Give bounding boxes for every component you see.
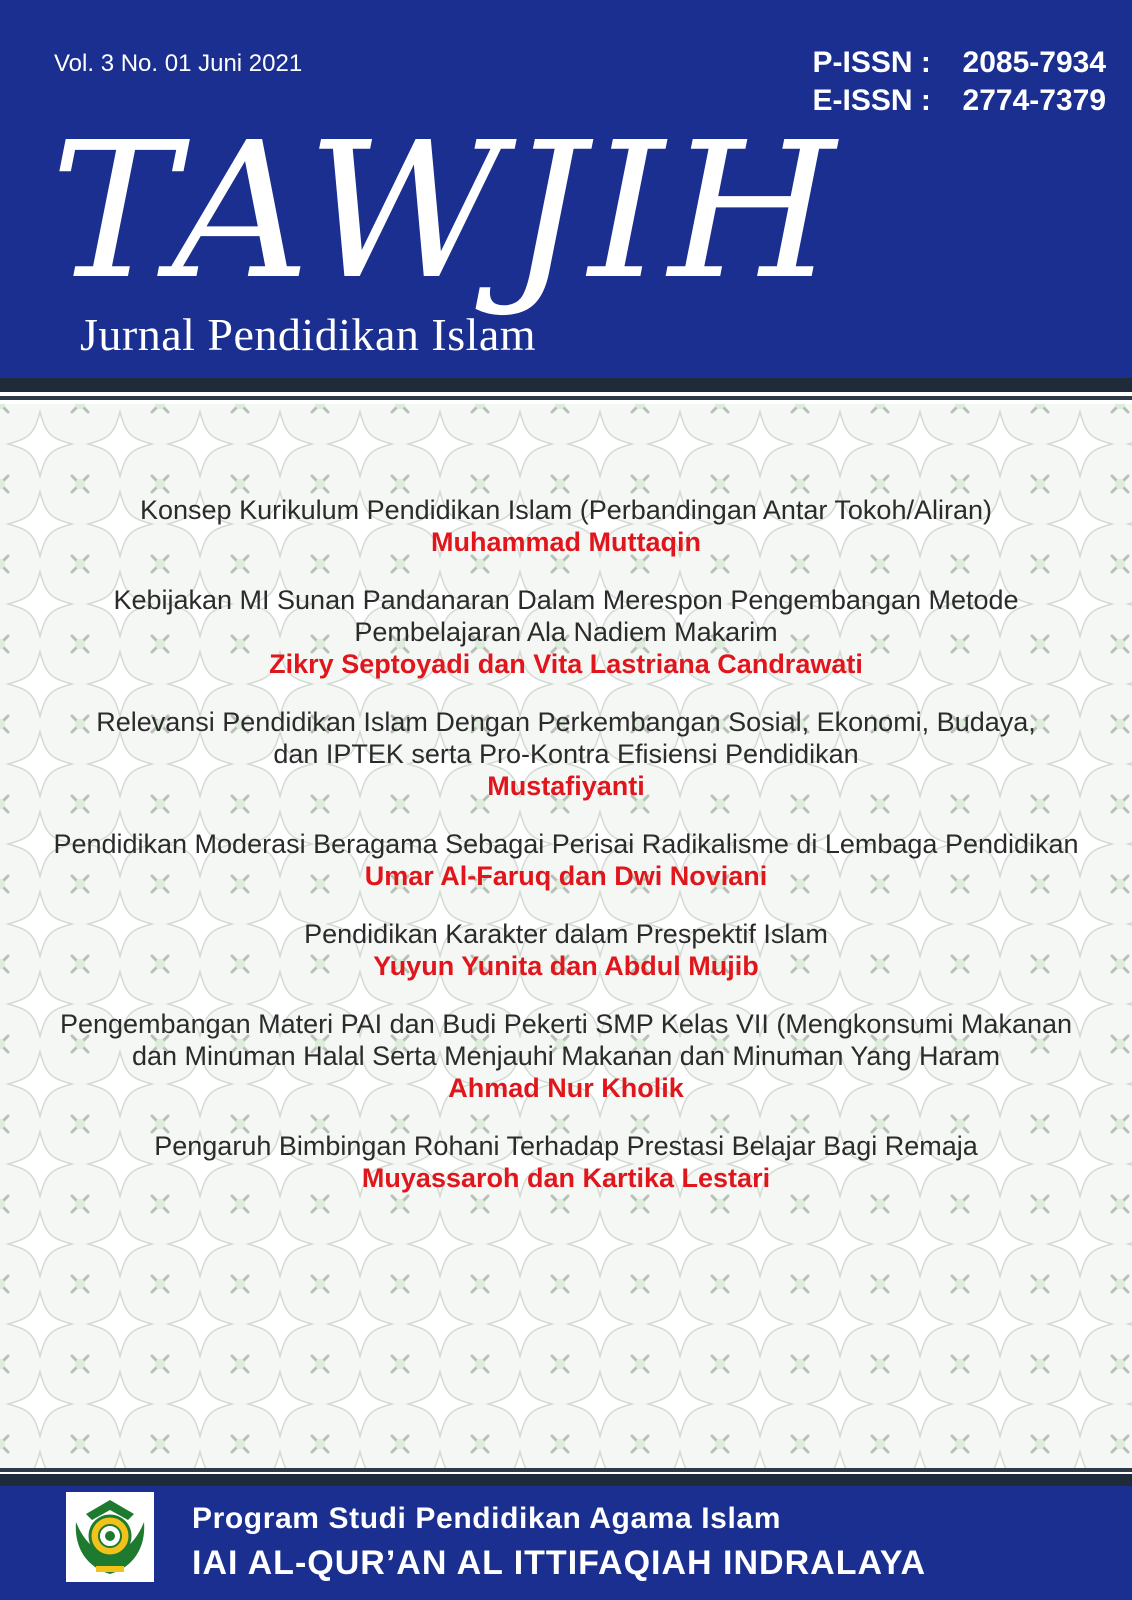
bottom-divider-thin bbox=[0, 1468, 1132, 1472]
bottom-divider-bar bbox=[0, 1474, 1132, 1486]
article-author: Muyassaroh dan Kartika Lestari bbox=[361, 1163, 771, 1193]
article-title: Pendidikan Moderasi Beragama Sebagai Perisai Radikalisme di Lembaga Pendidikan bbox=[53, 829, 1079, 859]
article-author: Umar Al-Faruq dan Dwi Noviani bbox=[364, 861, 768, 891]
article-author: Mustafiyanti bbox=[487, 771, 645, 801]
article-list bbox=[40, 494, 1092, 1220]
top-divider-bar bbox=[0, 378, 1132, 392]
article-item bbox=[40, 828, 1092, 892]
issn-block bbox=[813, 44, 1106, 120]
article-item bbox=[40, 1130, 1092, 1194]
article-title: Kebijakan MI Sunan Pandanaran Dalam Merespon Pengembangan Metode Pembelajaran Ala Nadiem Makarim bbox=[113, 585, 1019, 647]
volume-info: Vol. 3 No. 01 Juni 2021 bbox=[54, 50, 303, 77]
article-title: Pendidikan Karakter dalam Prespektif Islam bbox=[304, 919, 828, 949]
e-issn-value: 2774-7379 bbox=[962, 84, 1106, 117]
institution-emblem-icon bbox=[66, 1492, 154, 1582]
e-issn-label: E-ISSN : bbox=[812, 84, 931, 117]
article-title: Pengaruh Bimbingan Rohani Terhadap Prestasi Belajar Bagi Remaja bbox=[154, 1131, 978, 1161]
article-author: Zikry Septoyadi dan Vita Lastriana Candrawati bbox=[269, 649, 863, 679]
article-author: Muhammad Muttaqin bbox=[431, 527, 701, 557]
article-author: Yuyun Yunita dan Abdul Mujib bbox=[373, 951, 759, 981]
top-divider-thin bbox=[0, 396, 1132, 400]
article-author: Ahmad Nur Kholik bbox=[448, 1073, 684, 1103]
article-item bbox=[40, 706, 1092, 802]
article-title: Relevansi Pendidikan Islam Dengan Perkembangan Sosial, Ekonomi, Budaya, dan IPTEK serta Pro-Kontra Efisiensi Pendidikan bbox=[96, 707, 1036, 769]
program-name: Program Studi Pendidikan Agama Islam bbox=[192, 1502, 781, 1535]
institution-name: IAI AL-QUR’AN AL ITTIFAQIAH INDRALAYA bbox=[192, 1544, 927, 1582]
e-issn-row bbox=[813, 82, 1106, 120]
cover-header bbox=[0, 0, 1132, 378]
journal-subtitle: Jurnal Pendidikan Islam bbox=[80, 309, 537, 360]
article-item bbox=[40, 494, 1092, 558]
journal-name: TAWJIH bbox=[50, 102, 840, 321]
article-item bbox=[40, 918, 1092, 982]
article-title: Konsep Kurikulum Pendidikan Islam (Perbandingan Antar Tokoh/Aliran) bbox=[140, 495, 992, 525]
article-item bbox=[40, 1008, 1092, 1104]
p-issn-value: 2085-7934 bbox=[962, 46, 1106, 79]
p-issn-row bbox=[813, 44, 1106, 82]
p-issn-label: P-ISSN : bbox=[812, 46, 931, 79]
article-item bbox=[40, 584, 1092, 680]
article-title: Pengembangan Materi PAI dan Budi Pekerti SMP Kelas VII (Mengkonsumi Makanan dan Minuman Halal Serta Menjauhi Makanan dan Minuman Yang Haram bbox=[59, 1009, 1073, 1071]
